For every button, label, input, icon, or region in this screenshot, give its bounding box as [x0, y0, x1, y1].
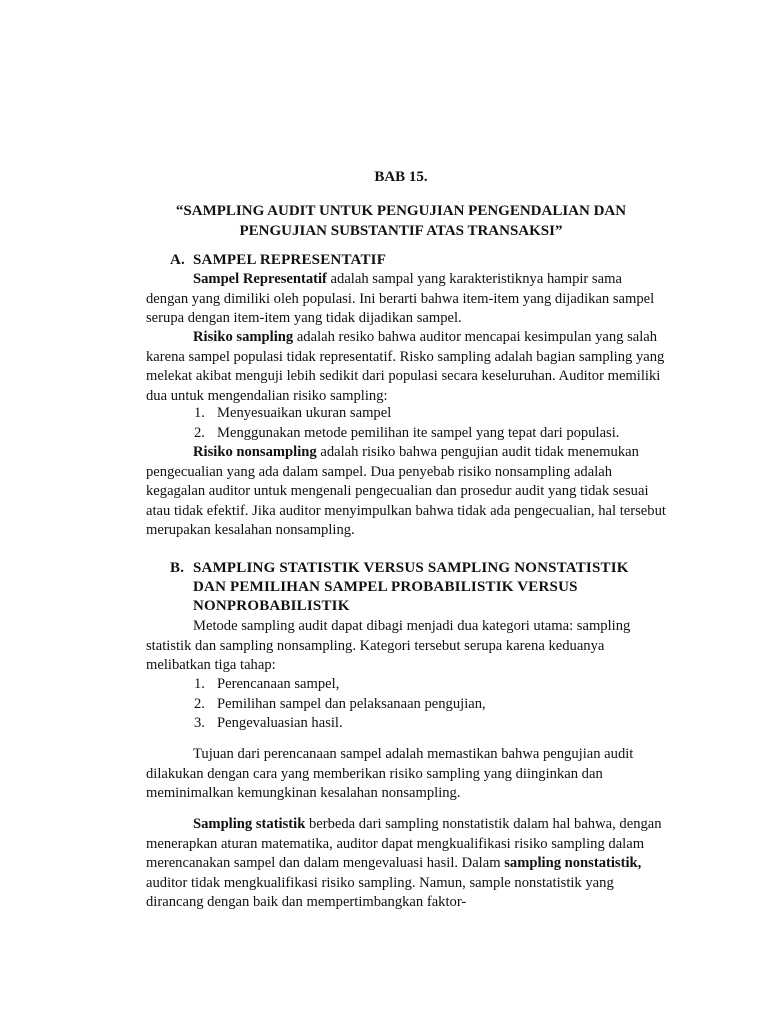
list-number: 2. [194, 695, 205, 712]
section-b-title-line-1: SAMPLING STATISTIK VERSUS SAMPLING NONSTATISTIK [193, 560, 629, 576]
list-number: 1. [194, 676, 205, 692]
section-a-paragraph-1 [146, 270, 666, 329]
paragraph-text: adalah resiko bahwa auditor mencapai kesimpulan yang salah karena sampel populasi tidak representatif. Risko sampling adalah bagian sampling yang melekat akibat menguji lebih sedikit dari populasi secara keseluruhan. Auditor memiliki dua untuk mengendalian risiko sampling: [146, 329, 665, 404]
list-text: Pengevaluasian hasil. [217, 715, 343, 731]
chapter-number: BAB 15. [374, 169, 428, 185]
section-b-paragraph-1 [146, 617, 666, 676]
list-text: Menggunakan metode pemilihan ite sampel yang tepat dari populasi. [217, 424, 620, 441]
paragraph-text: Metode sampling audit dapat dibagi menjadi dua kategori utama: sampling statistik dan sampling nonsampling. Kategori tersebut serupa karena keduanya melibatkan tiga tahap: [146, 618, 631, 673]
term-sampel-representatif: Sampel Representatif [193, 271, 327, 287]
section-b-title-line-3: NONPROBABILISTIK [193, 598, 350, 614]
section-a-title: SAMPEL REPRESENTATIF [193, 252, 387, 268]
chapter-title-line-2: PENGUJIAN SUBSTANTIF ATAS TRANSAKSI” [239, 223, 563, 239]
section-b-label: B. [170, 560, 185, 576]
list-number: 3. [194, 715, 205, 731]
term-risiko-sampling: Risiko sampling [193, 329, 294, 345]
paragraph-text: Tujuan dari perencanaan sampel adalah memastikan bahwa pengujian audit dilakukan dengan cara yang memberikan risiko sampling yang diinginkan dan meminimalkan kemungkinan kesalahan nonsampling. [146, 746, 634, 801]
section-b-paragraph-3 [146, 815, 666, 913]
section-a-label: A. [170, 252, 185, 268]
list-number: 1. [194, 405, 205, 421]
paragraph-text: adalah risiko bahwa pengujian audit tidak menemukan pengecualian yang ada dalam sampel. Dua penyebab risiko nonsampling adalah kegagalan auditor untuk mengenali pengecualian dan prosedur audit yang tidak sesuai atau tidak efektif. Jika auditor menyimpulkan bahwa tidak ada pengecualian, hal tersebut merupakan kesalahan nonsampling. [146, 444, 666, 538]
list-text: Pemilihan sampel dan pelaksanaan pengujian, [217, 695, 486, 712]
paragraph-text: adalah sampal yang karakteristiknya hampir sama dengan yang dimiliki oleh populasi. Ini berarti bahwa item-item yang dijadikan sampel serupa dengan item-item yang tidak dijadikan sampel. [146, 271, 655, 326]
term-sampling-statistik: Sampling statistik [193, 816, 306, 832]
chapter-title-line-1: “SAMPLING AUDIT UNTUK PENGUJIAN PENGENDALIAN DAN [175, 203, 627, 219]
list-number: 2. [194, 424, 205, 441]
section-b-title-line-2: DAN PEMILIHAN SAMPEL PROBABILISTIK VERSUS [193, 579, 578, 595]
paragraph-text: berbeda dari sampling nonstatistik dalam hal bahwa, dengan menerapkan aturan matematika, auditor dapat mengkualifikasi risiko sampling dalam merencanakan sampel dan dalam mengevaluasi hasil. Dalam [146, 816, 662, 871]
list-text: Menyesuaikan ukuran sampel [217, 405, 392, 421]
term-risiko-nonsampling: Risiko nonsampling [193, 444, 317, 460]
list-text: Perencanaan sampel, [217, 676, 340, 692]
paragraph-text: auditor tidak mengkualifikasi risiko sampling. Namun, sample nonstatistik yang dirancang dengan baik dan mempertimbangkan faktor- [146, 874, 614, 910]
section-b-paragraph-2 [146, 745, 666, 804]
section-b-title [193, 559, 663, 616]
chapter-title [0, 201, 768, 241]
section-a-paragraph-2 [146, 328, 666, 406]
section-a-paragraph-3 [146, 443, 666, 541]
term-sampling-nonstatistik: sampling nonstatistik, [504, 855, 642, 871]
